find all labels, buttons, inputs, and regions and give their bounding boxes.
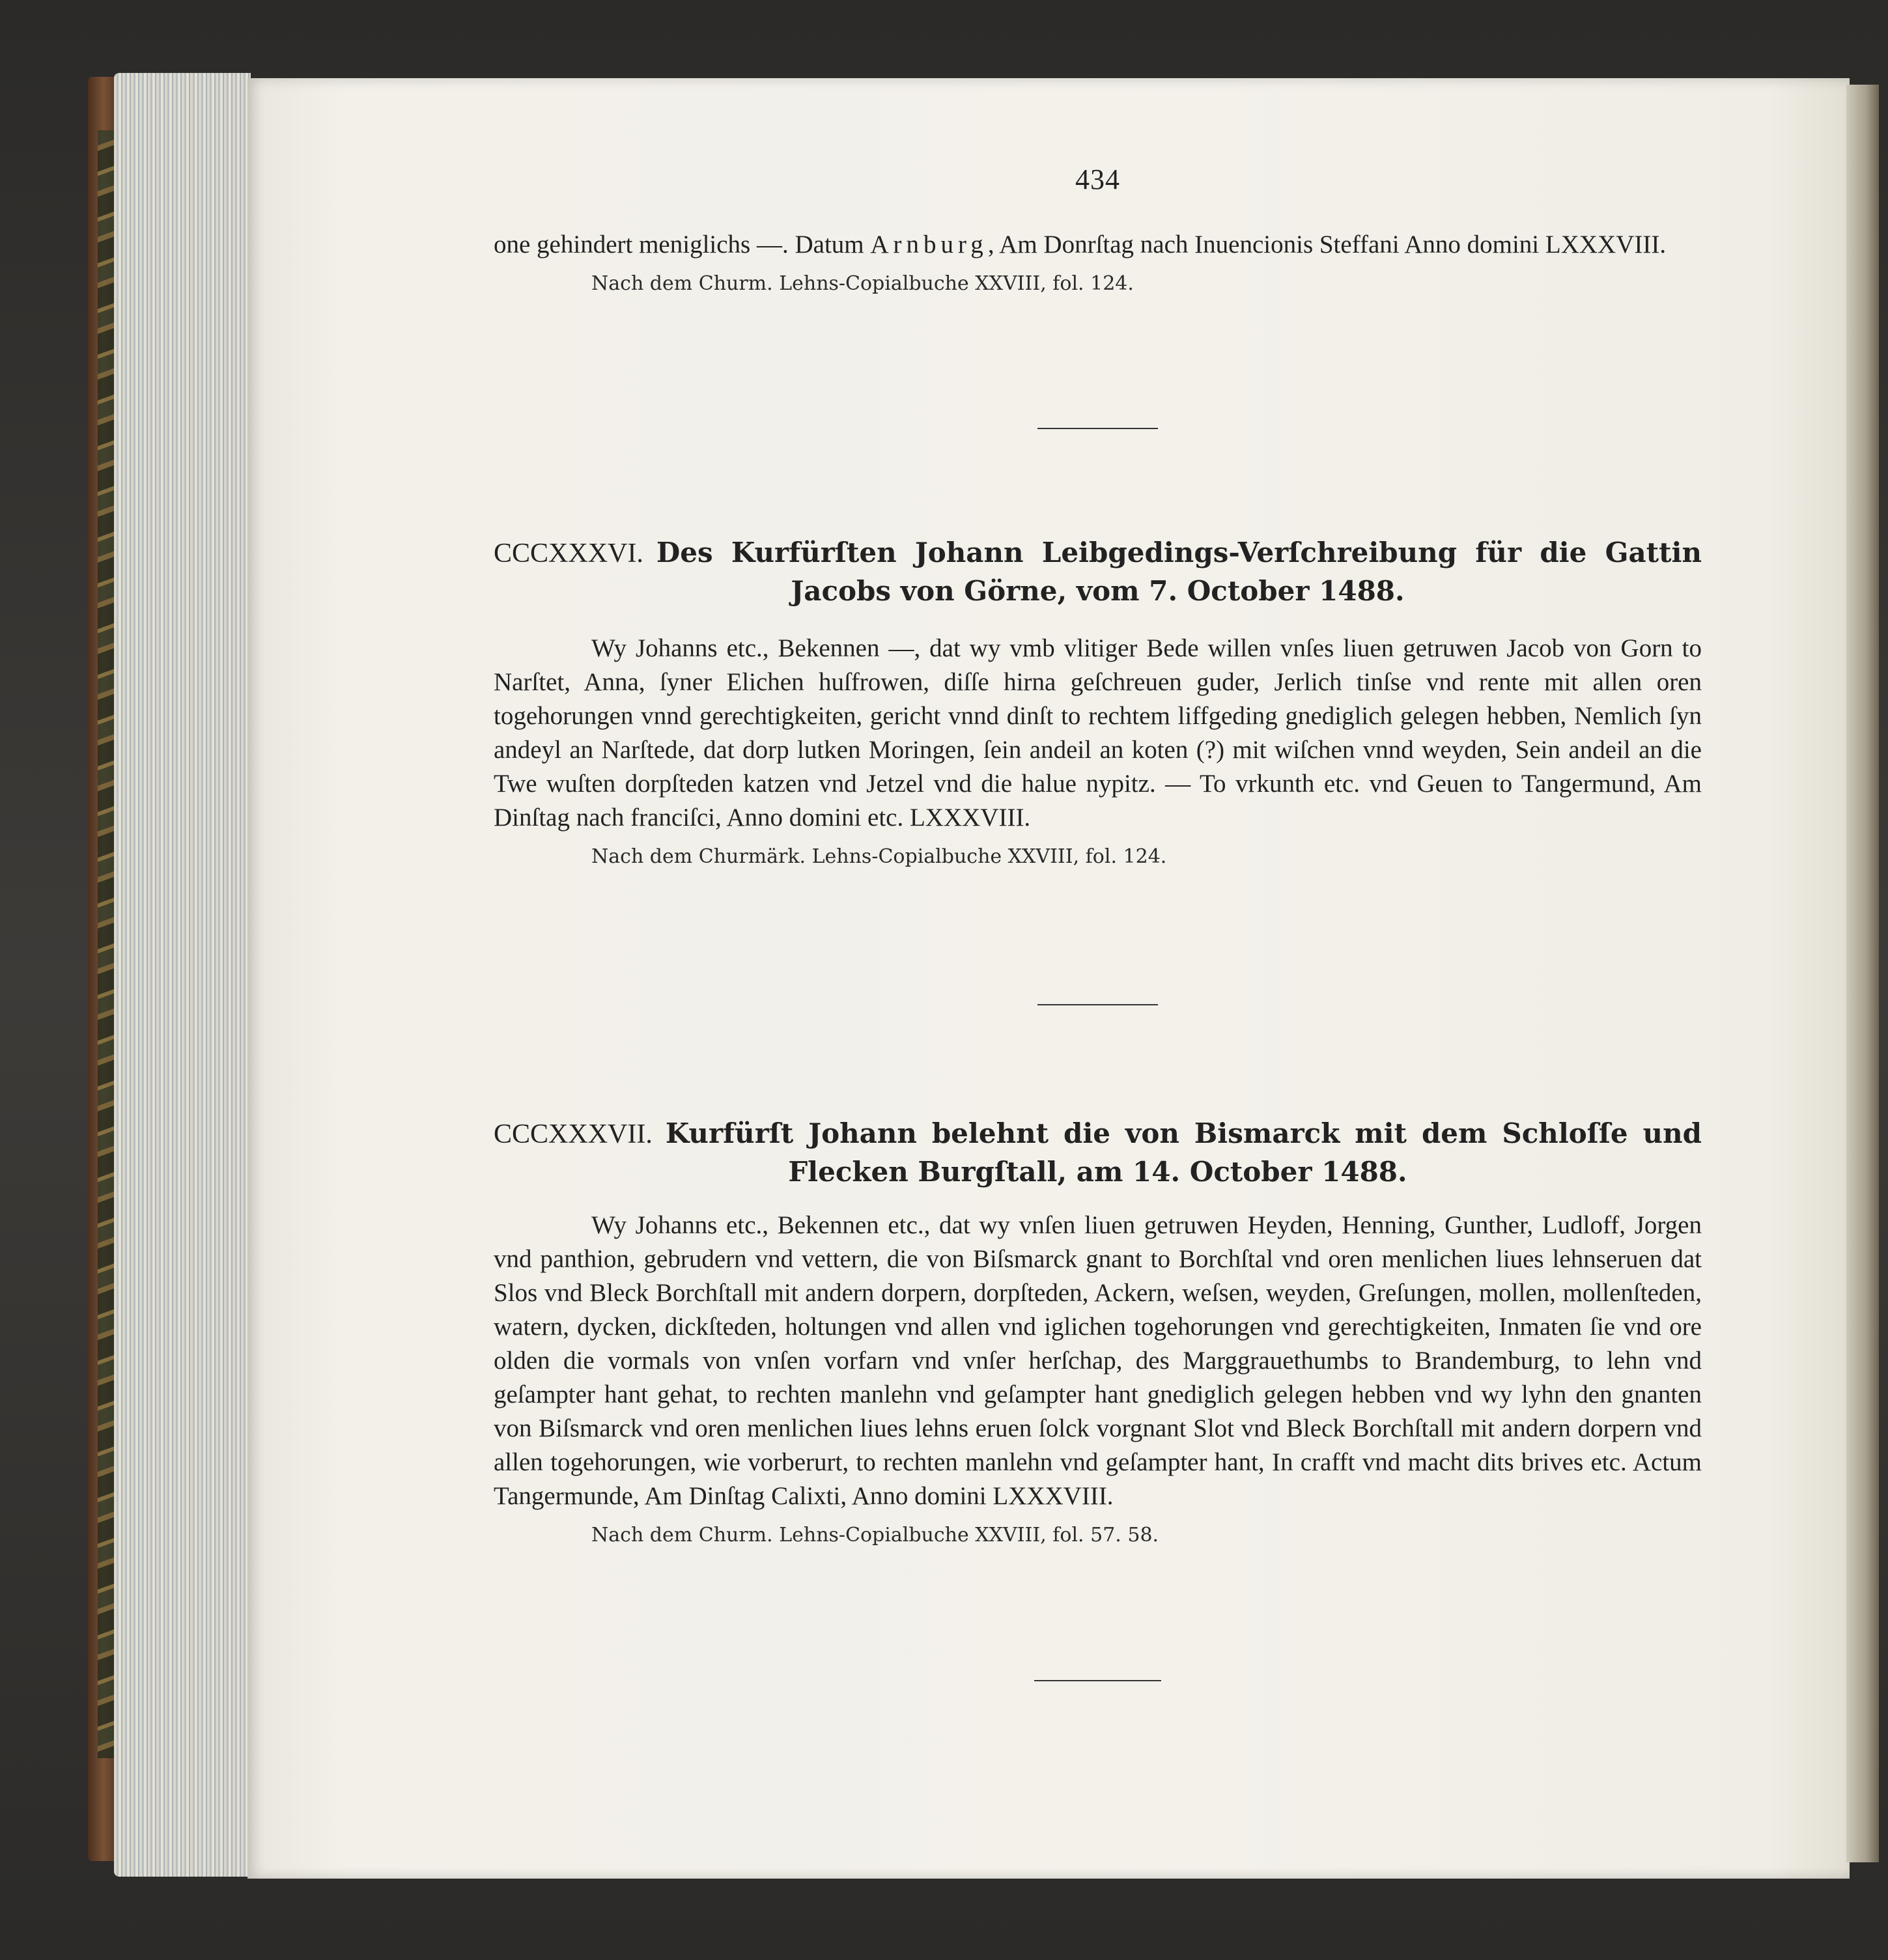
section-divider [494,1004,1702,1005]
document-heading: CCCXXXVI. Des Kurfürſten Johann Leibgedings-Verſchreibung für die Gattin Jacobs von Görne, vom 7. October 1488. [494,537,1702,607]
document-337 [494,1115,1702,1548]
facing-page-edge [1846,85,1879,1862]
source-note: Nach dem Churm. Lehns-Copialbuche XXVIII, fol. 57. 58. [591,1524,1159,1547]
section-divider [494,1680,1702,1681]
document-heading: CCCXXXVII. Kurfürſt Johann belehnt die von Bismarck mit dem Schloſſe und Flecken Burgſtall, am 14. October 1488. [494,1117,1702,1188]
document-text: Wy Johanns etc., Bekennen etc., dat wy vnſen liuen getruwen Heyden, Henning, Gunther, Ludloff, Jorgen vnd panthion, gebrudern vnd vettern, die von Biſsmarck gnant to Borchſtal vnd oren menlichen liues lehnseruen dat Slos vnd Bleck Borchſtall mit andern dorpern, dorpſteden, Ackern, weſsen, weyden, Greſungen, mollen, mollenſteden, watern, dycken, dickſteden, holtungen vnd allen vnd iglichen togehorungen vnd gerechtigkeiten, Inmaten ſie vnd ore olden die vormals von vnſen vorfarn vnd vnſer herſchap, des Marggrauethumbs to Brandemburg, to lehn vnd geſampter hant gehat, to rechten manlehn vnd geſampter hant gnediglich gelegen hebben vnd wy lyhn den gnanten von Biſsmarck vnd oren menlichen liues lehns eruen ſolck vorgnant Slot vnd Bleck Borchſtall mit andern dorpern vnd allen togehorungen, wie vorberurt, to rechten manlehn vnd geſampter hant, In crafft vnd macht dits brives etc. Actum Tangermunde, Am Dinſtag Calixti, Anno domini LXXXVIII. [494,1211,1702,1510]
continuation-block [494,228,1702,297]
continuation-text: one gehindert meniglichs —. Datum Arnburg, Am Donrſtag nach Inuencionis Steffani Anno domini LXXXVIII. [494,231,1667,259]
book-page [247,78,1850,1879]
document-336 [494,534,1702,870]
place-name: Arnburg [870,231,988,259]
section-divider [494,428,1702,429]
page-edges [114,73,251,1877]
document-text: Wy Johanns etc., Bekennen —, dat wy vmb vlitiger Bede willen vnſes liuen getruwen Jacob von Gorn to Narſtet, Anna, ſyner Elichen huſfrowen, diſſe hirna geſchreuen guder, Jerlich tinſse vnd rente mit allen oren togehorungen vnnd gerechtigkeiten, gericht vnnd dinſt to rechtem liffgeding gnediglich gelegen hebben, Nemlich ſyn andeyl an Narſtede, dat dorp lutken Moringen, ſein andeil an koten (?) mit wiſchen vnnd weyden, Sein andeil an die Twe wuſten dorpſteden katzen vnd Jetzel vnd die halue nypitz. — To vrkunth etc. vnd Geuen to Tangermund, Am Dinſtag nach franciſci, Anno domini etc. LXXXVIII. [494,634,1702,832]
page-number: 434 [1075,163,1120,195]
source-note: Nach dem Churm. Lehns-Copialbuche XXVIII, fol. 124. [591,272,1134,295]
source-note: Nach dem Churmärk. Lehns-Copialbuche XXVIII, fol. 124. [591,845,1167,868]
